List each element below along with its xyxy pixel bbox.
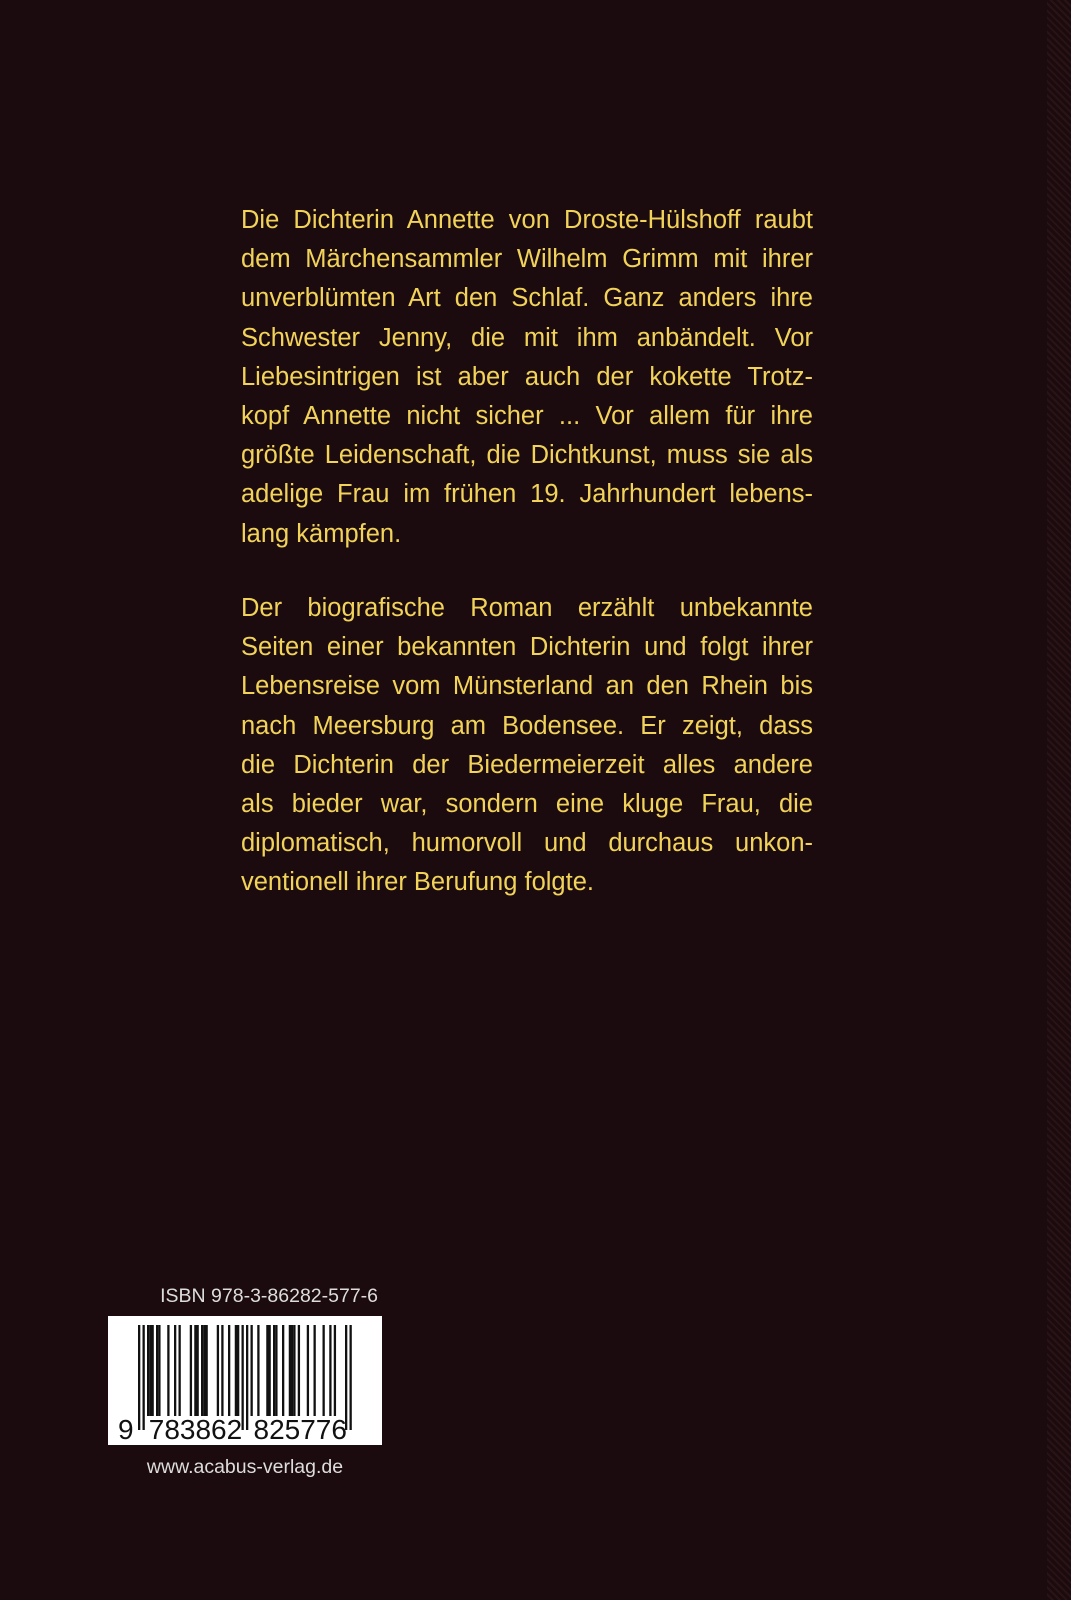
barcode-bar xyxy=(273,1325,275,1416)
blurb-line: nach Meersburg am Bodensee. Er zeigt, dass xyxy=(241,711,813,740)
blurb-line: kopf Annette nicht sicher ... Vor allem für ihre xyxy=(241,401,813,430)
blurb-line: Seiten einer bekannten Dichterin und folgt ihrer xyxy=(241,633,813,662)
barcode-bar xyxy=(147,1325,149,1416)
barcode-bar xyxy=(257,1325,259,1416)
barcode-bar xyxy=(289,1325,291,1416)
blurb-line: Der biografische Roman erzählt unbekannte xyxy=(241,594,813,622)
blurb-line: Liebesintrigen ist aber auch der kokette Trotz- xyxy=(241,362,813,391)
barcode-bar xyxy=(282,1325,284,1416)
publisher-url: www.acabus-verlag.de xyxy=(146,1456,344,1478)
cover-edge-texture xyxy=(1047,0,1071,1600)
barcode-bar xyxy=(293,1325,295,1416)
barcode-bar xyxy=(334,1325,336,1416)
barcode-bar xyxy=(179,1325,181,1416)
barcode-digits: 825776 xyxy=(253,1414,347,1445)
barcode-bar xyxy=(152,1325,154,1416)
blurb-line: adelige Frau im frühen 19. Jahrhundert lebens- xyxy=(241,480,813,509)
barcode-bar xyxy=(149,1325,151,1416)
barcode-bar xyxy=(275,1325,277,1416)
barcode-bar xyxy=(190,1325,192,1416)
barcode-bar xyxy=(221,1325,223,1416)
barcode-bar xyxy=(228,1325,230,1416)
barcode-bar xyxy=(350,1325,352,1430)
barcode-bar xyxy=(307,1325,309,1416)
barcode-bar xyxy=(167,1325,169,1416)
barcode-bar xyxy=(237,1325,239,1416)
blurb-line: diplomatisch, humorvoll und durchaus unkon- xyxy=(241,829,813,858)
barcode-digits: 9 xyxy=(118,1414,134,1445)
barcode-bar xyxy=(203,1325,205,1416)
barcode-bar xyxy=(158,1325,160,1416)
barcode-bar xyxy=(329,1325,331,1416)
blurb-line: Schwester Jenny, die mit ihm anbändelt. Vor xyxy=(241,323,813,352)
blurb-line: größte Leidenschaft, die Dichtkunst, muss sie als xyxy=(241,441,813,470)
blurb-line: unverblümten Art den Schlaf. Ganz anders ihre xyxy=(241,284,813,313)
barcode-bar xyxy=(291,1325,293,1416)
blurb-line: Die Dichterin Annette von Droste-Hülshoff raubt xyxy=(241,206,813,234)
blurb-line: lang kämpfen. xyxy=(241,519,402,548)
blurb-line: ventionell ihrer Berufung folgte. xyxy=(241,868,594,897)
isbn-label: ISBN 978-3-86282-577-6 xyxy=(160,1285,378,1307)
barcode-bar xyxy=(156,1325,158,1416)
barcode-bar xyxy=(269,1325,271,1416)
barcode-bar xyxy=(201,1325,203,1416)
blurb-paragraph-2 xyxy=(241,589,813,903)
barcode-bar xyxy=(206,1325,208,1416)
blurb-line: dem Märchensammler Wilhelm Grimm mit ihrer xyxy=(241,245,813,274)
blurb-line: die Dichterin der Biedermeierzeit alles andere xyxy=(241,750,813,779)
barcode-bar xyxy=(235,1325,237,1416)
barcode-bar xyxy=(246,1325,248,1430)
barcode-bar xyxy=(298,1325,300,1416)
barcode-bar xyxy=(194,1325,196,1416)
barcode-bar xyxy=(323,1325,325,1416)
barcode-bar xyxy=(266,1325,268,1416)
barcode-bar xyxy=(138,1325,140,1430)
blurb-line: Lebensreise vom Münsterland an den Rhein bis xyxy=(241,672,813,701)
barcode-bar xyxy=(197,1325,199,1416)
blurb-paragraph-1 xyxy=(241,201,813,554)
barcode-bar xyxy=(143,1325,145,1430)
barcode xyxy=(108,1316,382,1445)
barcode-bar xyxy=(251,1325,253,1416)
barcode-bar xyxy=(174,1325,176,1416)
barcode-bar xyxy=(217,1325,219,1416)
barcode-bar xyxy=(314,1325,316,1416)
blurb-line: als bieder war, sondern eine kluge Frau, die xyxy=(241,789,813,818)
barcode-digits: 783862 xyxy=(148,1414,243,1445)
